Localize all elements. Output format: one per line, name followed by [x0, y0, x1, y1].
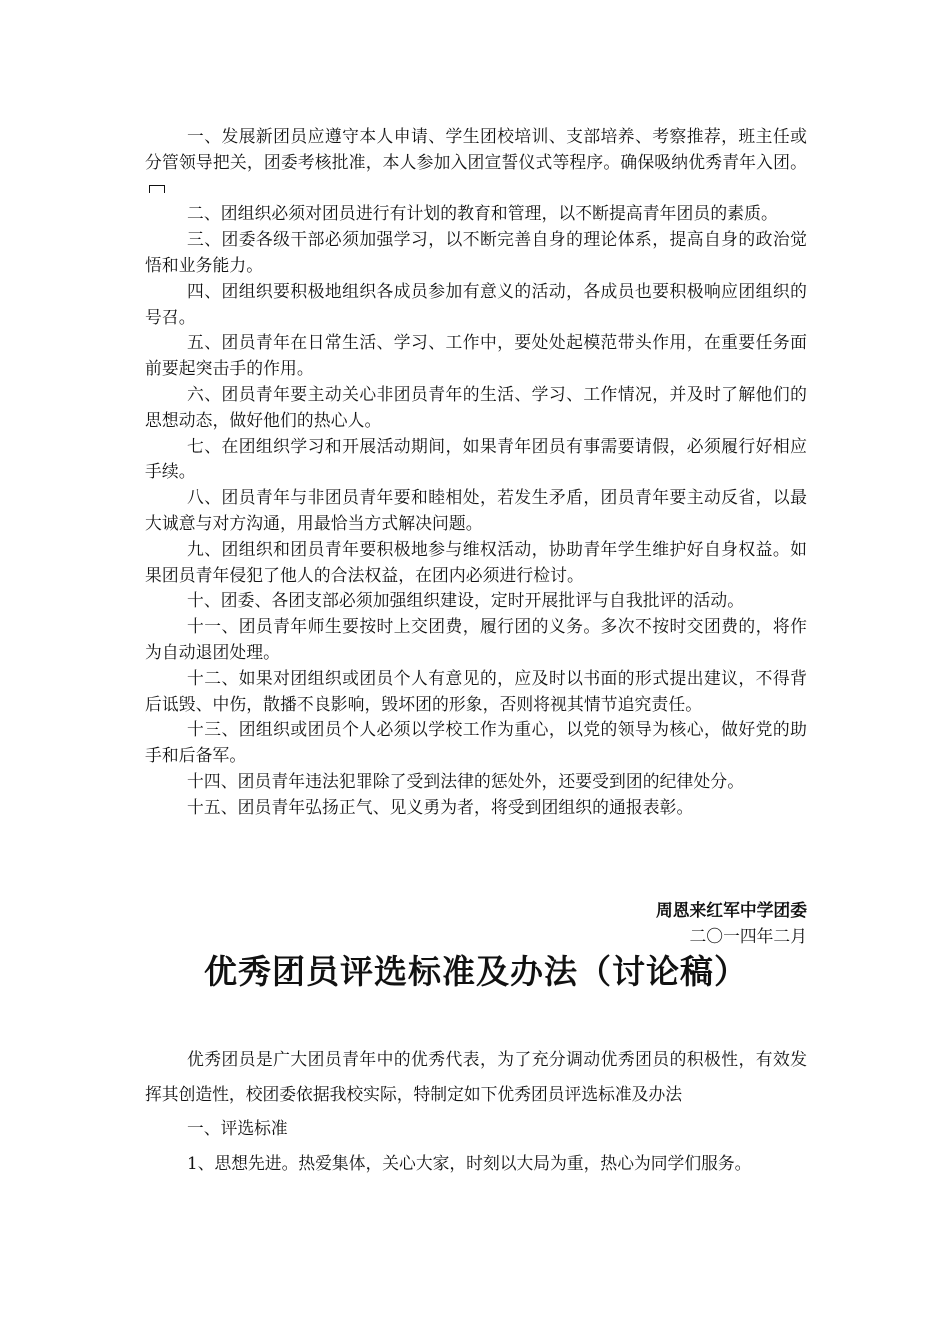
rule-3: 三、团委各级干部必须加强学习，以不断完善自身的理论体系，提高自身的政治觉悟和业务能力。 — [145, 229, 807, 275]
intro-paragraph: 优秀团员是广大团员青年中的优秀代表，为了充分调动优秀团员的积极性，有效发挥其创造性，校团委依据我校实际，特制定如下优秀团员评选标准及办法 — [145, 1049, 807, 1104]
rule-10: 十、团委、各团支部必须加强组织建设，定时开展批评与自我批评的活动。 — [187, 590, 745, 611]
rule-4: 四、团组织要积极地组织各成员参加有意义的活动，各成员也要积极响应团组织的号召。 — [145, 280, 807, 327]
rule-9: 九、团组织和团员青年要积极地参与维权活动，协助青年学生维护好自身权益。如果团员青年侵犯了他人的合法权益，在团内必须进行检讨。 — [145, 538, 807, 585]
rule-2: 二、团组织必须对团员进行有计划的教育和管理，以不断提高青年团员的素质。 — [187, 203, 778, 224]
selection-standards-section — [145, 1042, 807, 1180]
rule-11: 十一、团员青年师生要按时上交团费，履行团的义务。多次不按时交团费的，将作为自动退团处理。 — [145, 616, 807, 662]
rule-1-text: 一、发展新团员应遵守本人申请、学生团校培训、支部培养、考察推荐，班主任或分管领导把关，团委考核批准，本人参加入团宣誓仪式等程序。确保吸纳优秀青年入团。 — [145, 126, 807, 172]
rule-6: 六、团员青年要主动关心非团员青年的生活、学习、工作情况，并及时了解他们的思想动态，做好他们的热心人。 — [145, 383, 807, 430]
rule-7: 七、在团组织学习和开展活动期间，如果青年团员有事需要请假，必须履行好相应手续。 — [145, 435, 807, 482]
rule-12: 十二、如果对团组织或团员个人有意见的，应及时以书面的形式提出建议，不得背后诋毁、中伤，散播不良影响，毁坏团的形象，否则将视其情节追究责任。 — [145, 667, 807, 714]
bracket-mark-icon — [149, 185, 165, 193]
criterion-1: 1、思想先进。热爱集体，关心大家，时刻以大局为重，热心为同学们服务。 — [187, 1152, 752, 1173]
rule-14: 十四、团员青年违法犯罪除了受到法律的惩处外，还要受到团的纪律处分。 — [187, 770, 745, 791]
signature-organization: 周恩来红军中学团委 — [655, 900, 807, 920]
rule-1 — [145, 124, 807, 201]
document-title: 优秀团员评选标准及办法（讨论稿） — [204, 952, 748, 991]
rule-13: 十三、团组织或团员个人必须以学校工作为重心，以党的领导为核心，做好党的助手和后备军。 — [145, 719, 807, 766]
section-heading: 一、评选标准 — [187, 1118, 288, 1138]
rule-5: 五、团员青年在日常生活、学习、工作中，要处处起模范带头作用，在重要任务面前要起突击手的作用。 — [145, 332, 807, 379]
signature-date: 二〇一四年二月 — [689, 925, 807, 946]
rules-list — [145, 124, 807, 821]
rule-8: 八、团员青年与非团员青年要和睦相处，若发生矛盾，团员青年要主动反省，以最大诚意与对方沟通，用最恰当方式解决问题。 — [145, 487, 807, 533]
signature-block — [656, 898, 807, 950]
rule-15: 十五、团员青年弘扬正气、见义勇为者，将受到团组织的通报表彰。 — [187, 796, 694, 817]
